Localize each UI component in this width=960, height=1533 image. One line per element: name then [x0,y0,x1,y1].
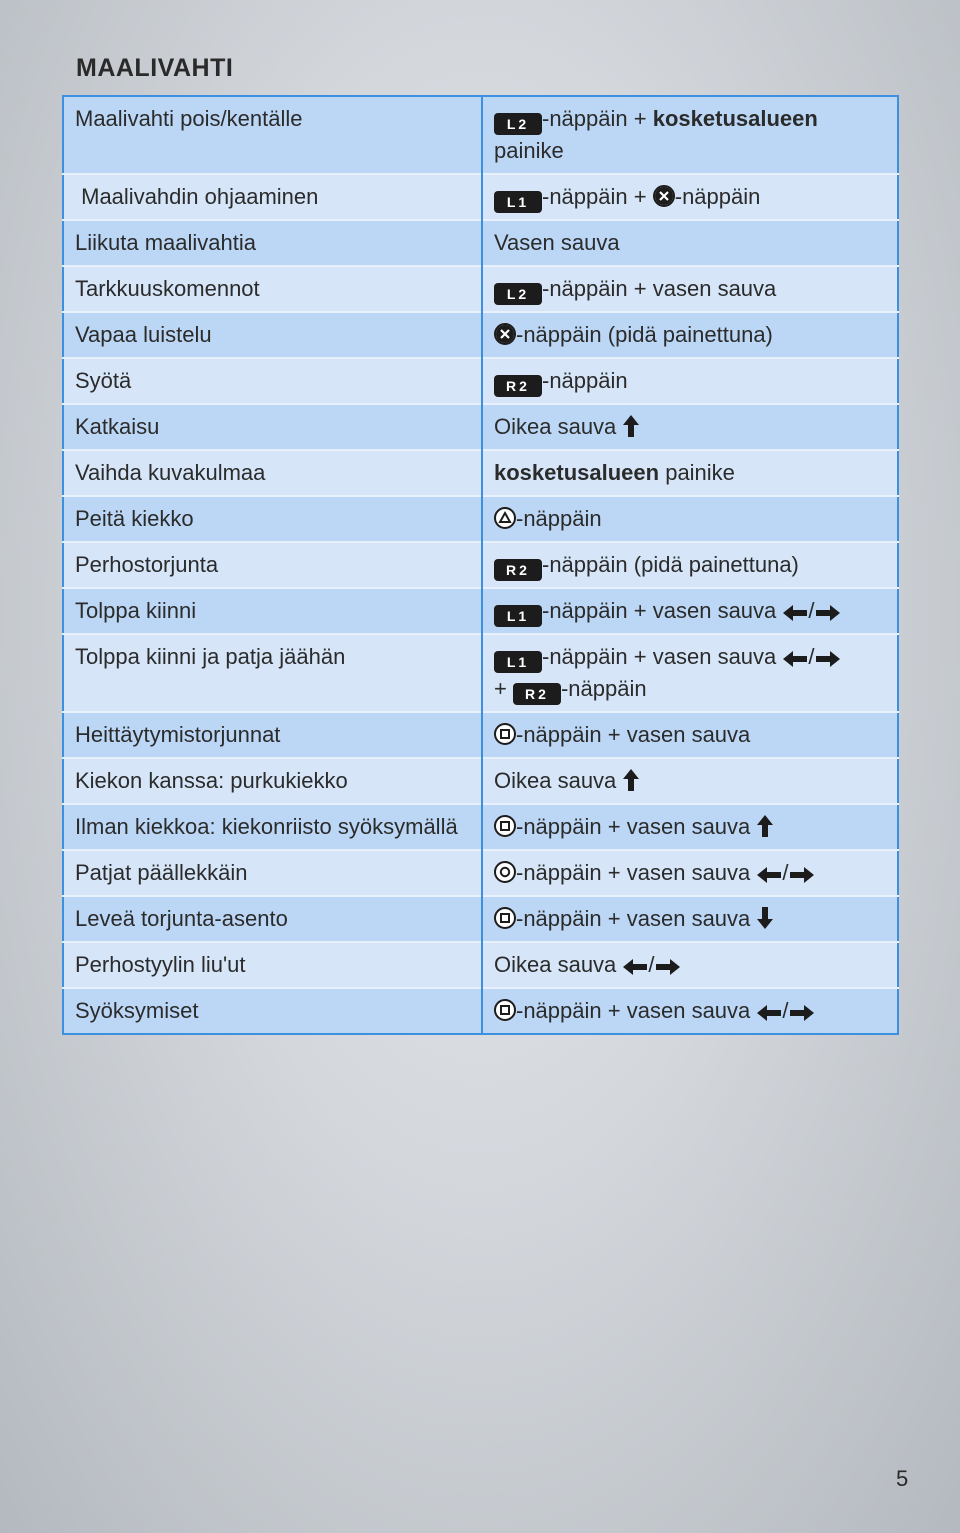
action-label: Maalivahdin ohjaaminen [63,174,482,220]
table-row [63,358,898,404]
control-cell: L2 -näppäin + kosketusalueen painike [482,96,898,174]
control-cell: -näppäin + vasen sauva [482,804,898,850]
control-cell: kosketusalueen painike [482,450,898,496]
table-row [63,266,898,312]
action-label: Maalivahti pois/kentälle [63,96,482,174]
control-cell: Oikea sauva / [482,942,898,988]
table-row [63,758,898,804]
arrow-left-icon [782,650,808,668]
table-row [63,634,898,712]
control-cell: L2 -näppäin + vasen sauva [482,266,898,312]
control-cell: Vasen sauva [482,220,898,266]
action-label: Tolppa kiinni [63,588,482,634]
l1-button-icon: L1 [494,191,542,213]
arrow-left-icon [756,1004,782,1022]
control-cell: Oikea sauva [482,404,898,450]
action-label: Syöksymiset [63,988,482,1034]
table-row [63,542,898,588]
arrow-right-icon [655,958,681,976]
arrow-up-icon [622,414,640,438]
table-row [63,312,898,358]
r2-button-icon: R2 [513,683,561,705]
cross-button-icon [494,323,516,345]
control-cell: R2 -näppäin [482,358,898,404]
control-cell: L1 -näppäin + -näppäin [482,174,898,220]
arrow-left-icon [622,958,648,976]
triangle-button-icon [494,507,516,529]
table-row [63,450,898,496]
action-label: Patjat päällekkäin [63,850,482,896]
action-label: Ilman kiekkoa: kiekonriisto syöksymällä [63,804,482,850]
action-label: Syötä [63,358,482,404]
action-label: Vaihda kuvakulmaa [63,450,482,496]
arrow-right-icon [789,1004,815,1022]
arrow-right-icon [815,604,841,622]
arrow-right-icon [789,866,815,884]
action-label: Kiekon kanssa: purkukiekko [63,758,482,804]
arrow-left-icon [782,604,808,622]
action-label: Perhostorjunta [63,542,482,588]
table-row [63,988,898,1034]
table-row [63,220,898,266]
control-cell: -näppäin [482,496,898,542]
table-row [63,496,898,542]
arrow-right-icon [815,650,841,668]
controls-table [62,95,899,1035]
control-cell: -näppäin + vasen sauva / [482,988,898,1034]
action-label: Katkaisu [63,404,482,450]
arrow-down-icon [756,906,774,930]
control-cell: L1 -näppäin + vasen sauva / [482,588,898,634]
arrow-up-icon [622,768,640,792]
control-cell: R2 -näppäin (pidä painettuna) [482,542,898,588]
action-label: Vapaa luistelu [63,312,482,358]
l2-button-icon: L2 [494,283,542,305]
table-row [63,850,898,896]
control-cell: -näppäin + vasen sauva [482,712,898,758]
table-row [63,804,898,850]
cross-button-icon [653,185,675,207]
table-row [63,96,898,174]
l1-button-icon: L1 [494,605,542,627]
control-cell: -näppäin + vasen sauva / [482,850,898,896]
action-label: Peitä kiekko [63,496,482,542]
arrow-up-icon [756,814,774,838]
circle-button-icon [494,861,516,883]
action-label: Tarkkuuskomennot [63,266,482,312]
action-label: Perhostyylin liu'ut [63,942,482,988]
control-cell: L1 -näppäin + vasen sauva / + R2 -näppäin [482,634,898,712]
page-number: 5 [896,1466,909,1491]
square-button-icon [494,999,516,1021]
l1-button-icon: L1 [494,651,542,673]
square-button-icon [494,723,516,745]
r2-button-icon: R2 [494,375,542,397]
table-row [63,896,898,942]
table-row [63,942,898,988]
control-cell: Oikea sauva [482,758,898,804]
table-row [63,588,898,634]
action-label: Heittäytymistorjunnat [63,712,482,758]
table-row [63,712,898,758]
table-row [63,404,898,450]
action-label: Leveä torjunta-asento [63,896,482,942]
square-button-icon [494,907,516,929]
r2-button-icon: R2 [494,559,542,581]
action-label: Tolppa kiinni ja patja jäähän [63,634,482,712]
control-cell: -näppäin (pidä painettuna) [482,312,898,358]
arrow-left-icon [756,866,782,884]
action-label: Liikuta maalivahtia [63,220,482,266]
l2-button-icon: L2 [494,113,542,135]
page-title: MAALIVAHTI [76,54,234,82]
control-cell: -näppäin + vasen sauva [482,896,898,942]
table-row [63,174,898,220]
square-button-icon [494,815,516,837]
